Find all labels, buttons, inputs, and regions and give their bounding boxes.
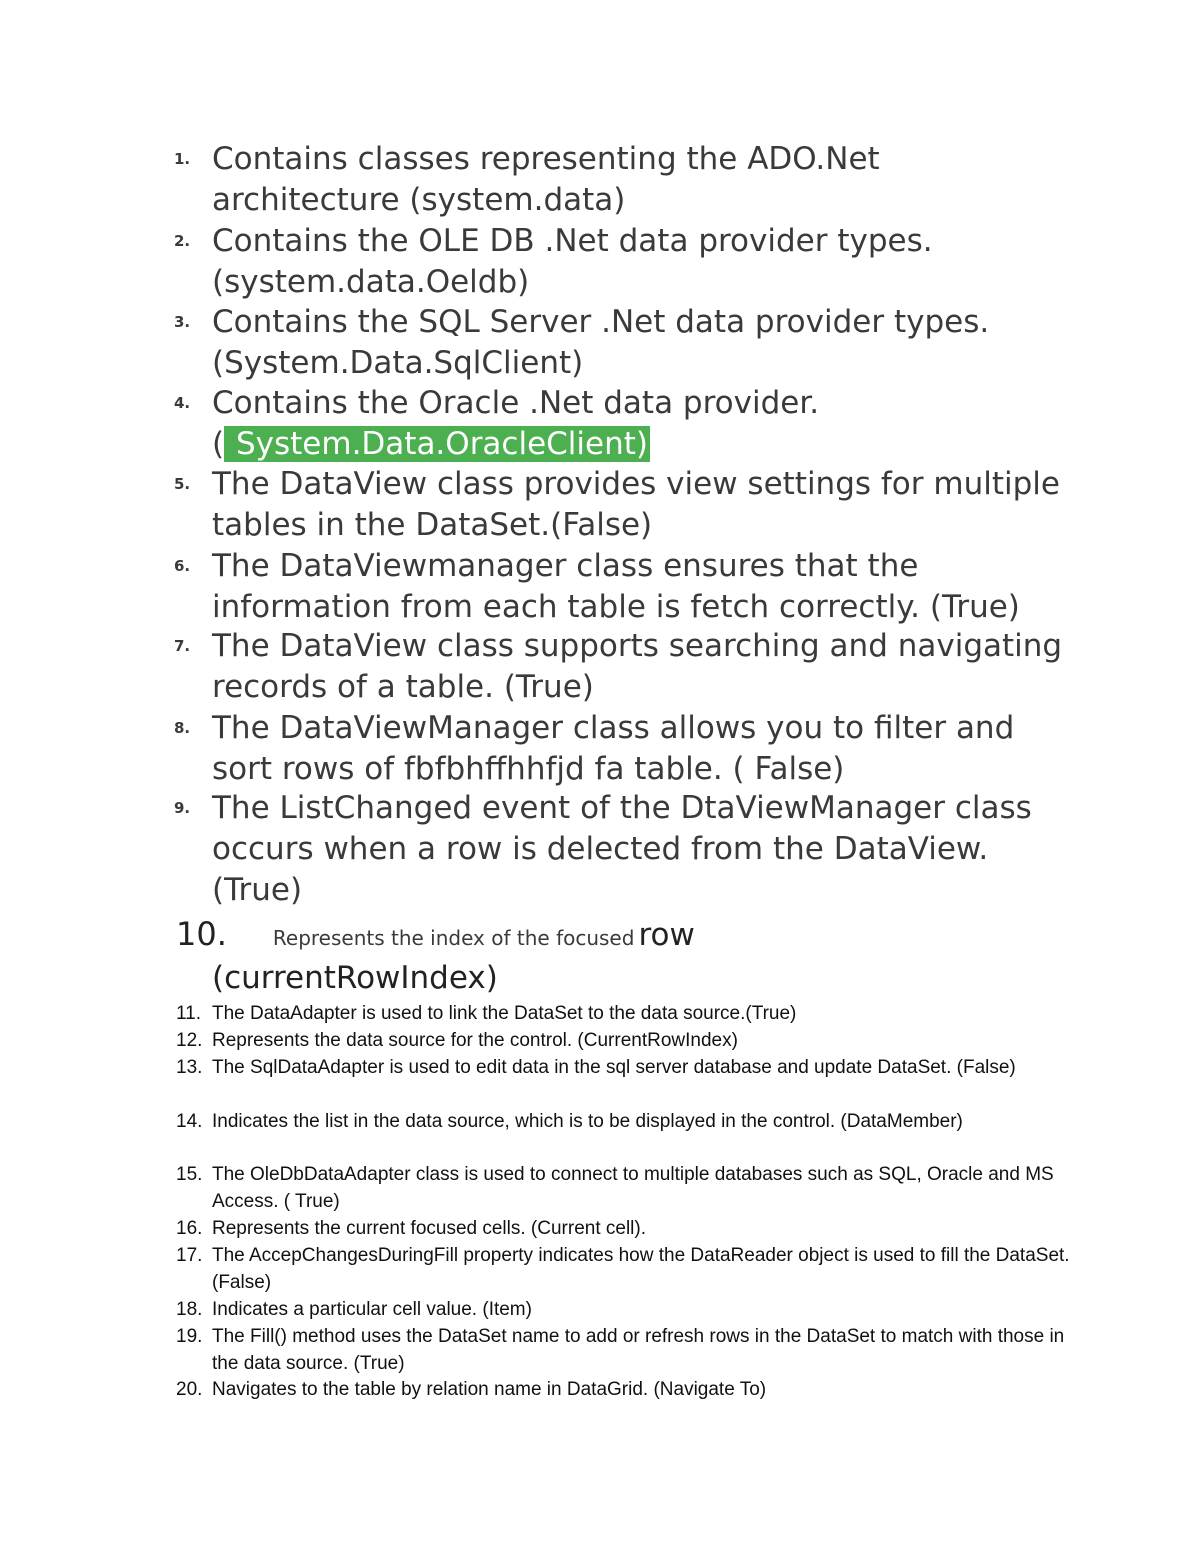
list-text: Contains classes representing the ADO.Net architecture (system.data) bbox=[212, 141, 880, 218]
list-item-9 bbox=[174, 788, 1074, 911]
list-text: The DataView class supports searching and navigating records of a table. (True) bbox=[212, 628, 1063, 705]
list-item-18 bbox=[176, 1296, 1076, 1323]
list-number: 2. bbox=[174, 232, 191, 250]
list-number: 11. bbox=[176, 1003, 202, 1024]
list-text bbox=[212, 383, 1074, 465]
list-item-20 bbox=[176, 1376, 1076, 1403]
list-item-16 bbox=[176, 1215, 1076, 1242]
list-item-12 bbox=[176, 1027, 1076, 1054]
list-text: Indicates the list in the data source, which is to be displayed in the control. (DataMember) bbox=[212, 1111, 963, 1132]
list-number: 15. bbox=[176, 1164, 203, 1185]
list-number: 7. bbox=[174, 637, 191, 655]
list-text: The SqlDataAdapter is used to edit data in the sql server database and update DataSet. (False) bbox=[212, 1057, 1016, 1078]
list-number: 12. bbox=[176, 1030, 203, 1051]
list-number: 14. bbox=[176, 1111, 203, 1132]
list-number: 16. bbox=[176, 1218, 203, 1239]
list-text: Navigates to the table by relation name in DataGrid. (Navigate To) bbox=[212, 1379, 767, 1400]
list-item-14 bbox=[176, 1108, 1076, 1135]
list-text: The DataViewManager class allows you to filter and sort rows of fbfbhffhhfjd fa table. ( False) bbox=[212, 710, 1015, 787]
list-text: Contains the OLE DB .Net data provider types. (system.data.Oeldb) bbox=[212, 223, 933, 300]
list-text: Contains the SQL Server .Net data provider types. (System.Data.SqlClient) bbox=[212, 304, 990, 381]
list-item-4 bbox=[174, 383, 1074, 465]
list-number: 9. bbox=[174, 799, 191, 817]
list-text-line2: (currentRowIndex) bbox=[212, 960, 498, 996]
list-item-1 bbox=[174, 139, 1074, 221]
list-number: 19. bbox=[176, 1326, 203, 1347]
list-item-5 bbox=[174, 464, 1074, 546]
list-number: 3. bbox=[174, 313, 191, 331]
list-text-paren: ( bbox=[212, 426, 225, 462]
list-number: 6. bbox=[174, 557, 191, 575]
list-text: Represents the current focused cells. (Current cell). bbox=[212, 1218, 647, 1239]
list-number: 10. bbox=[176, 915, 227, 953]
list-item-7 bbox=[174, 626, 1074, 708]
list-number: 1. bbox=[174, 150, 191, 168]
list-text: The AccepChangesDuringFill property indicates how the DataReader object is used to fill the DataSet. (False) bbox=[212, 1245, 1070, 1293]
list-item-17 bbox=[176, 1242, 1076, 1296]
list-item-19 bbox=[176, 1323, 1076, 1377]
list-text: Represents the data source for the control. (CurrentRowIndex) bbox=[212, 1030, 738, 1051]
list-text: The DataViewmanager class ensures that the information from each table is fetch correctly. (True) bbox=[212, 548, 1020, 625]
list-number: 20. bbox=[176, 1379, 203, 1400]
list-text-big-word: row bbox=[638, 917, 695, 953]
list-text: The OleDbDataAdapter class is used to connect to multiple databases such as SQL, Oracle and MS Access. ( True) bbox=[212, 1164, 1054, 1212]
highlighted-answer: System.Data.OracleClient) bbox=[226, 426, 648, 462]
list-number: 5. bbox=[174, 475, 191, 493]
list-text: The DataView class provides view settings for multiple tables in the DataSet.(False) bbox=[212, 466, 1060, 543]
list-number: 8. bbox=[174, 719, 191, 737]
list-text-small: Represents the index of the focused bbox=[272, 926, 635, 950]
list-number: 4. bbox=[174, 394, 191, 412]
list-item-2 bbox=[174, 221, 1074, 303]
list-text-main: Contains the Oracle .Net data provider. bbox=[212, 385, 820, 421]
list-item-6 bbox=[174, 546, 1074, 628]
list-item-11 bbox=[176, 1000, 1076, 1027]
list-number: 13. bbox=[176, 1057, 203, 1078]
list-item-10 bbox=[176, 912, 1076, 1000]
list-text: The ListChanged event of the DtaViewManager class occurs when a row is delected from the DataView. (True) bbox=[212, 790, 1032, 908]
list-text: The DataAdapter is used to link the DataSet to the data source.(True) bbox=[212, 1003, 797, 1024]
list-number: 18. bbox=[176, 1299, 203, 1320]
list-text: Indicates a particular cell value. (Item) bbox=[212, 1299, 532, 1320]
list-item-8 bbox=[174, 708, 1074, 790]
list-item-13 bbox=[176, 1054, 1076, 1081]
list-item-3 bbox=[174, 302, 1074, 384]
list-item-15 bbox=[176, 1161, 1076, 1215]
list-text: The Fill() method uses the DataSet name to add or refresh rows in the DataSet to match with those in the data source. (True) bbox=[212, 1326, 1065, 1374]
list-number: 17. bbox=[176, 1245, 203, 1266]
